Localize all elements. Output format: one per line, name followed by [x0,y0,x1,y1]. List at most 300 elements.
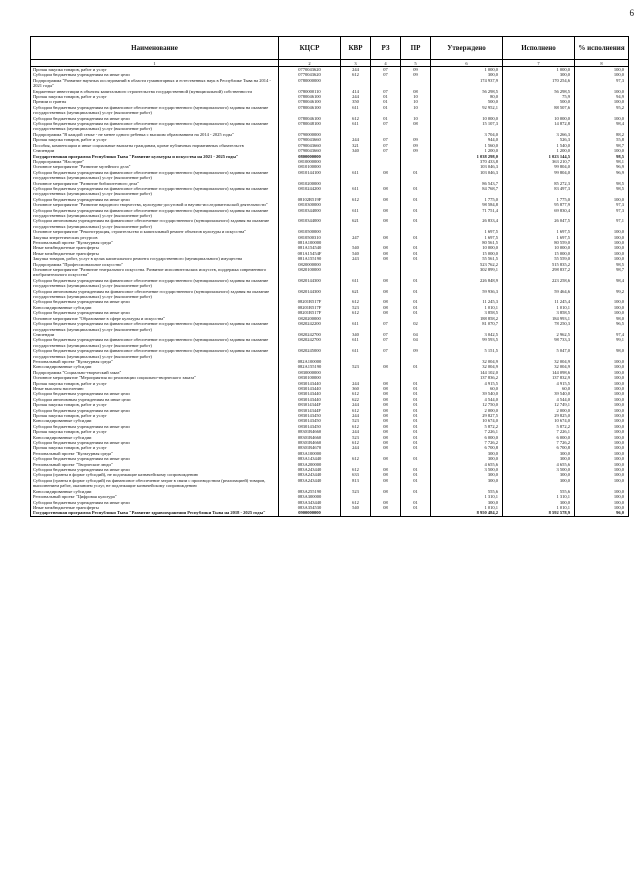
row-kvr: 321 [341,143,371,148]
row-pr: 01 [401,429,431,434]
row-kvr: 612 [341,500,371,505]
row-percent: 100,0 [575,445,629,450]
row-kcsr: 08301R4660 [279,435,341,440]
row-percent: 97,3 [575,208,629,219]
row-approved: 32 004,9 [431,364,503,369]
row-rz: 07 [371,337,401,348]
row-name: Подпрограмма "Развитие научных исследований в области гуманитарных и естественных наук в Республике Тыва на 2014 - 2021 годы" [31,78,279,89]
row-name: Субсидии бюджетным учреждениям на иные цели [31,72,279,77]
row-pr: 01 [401,413,431,418]
row-kvr: 414 [341,89,371,94]
row-approved: 226 848,9 [431,278,503,289]
row-approved: 1 010,1 [431,305,503,310]
row-executed: 1 310,1 [503,494,575,499]
row-kvr: 612 [341,299,371,304]
row-kvr: 244 [341,445,371,450]
row-pr: 01 [401,186,431,197]
row-percent: 100,0 [575,245,629,250]
row-approved: 300,0 [431,472,503,477]
row-rz: 08 [371,278,401,289]
row-percent: 100,0 [575,408,629,413]
row-kcsr: 083A100000 [279,451,341,456]
row-approved: 7 226,1 [431,429,503,434]
row-executed: 95 877,9 [503,202,575,207]
row-percent: 100,0 [575,251,629,256]
row-kcsr: 0810000000 [279,159,341,164]
row-percent: 100,0 [575,435,629,440]
row-percent: 100,0 [575,467,629,472]
row-percent: 100,0 [575,440,629,445]
row-percent: 100,0 [575,359,629,364]
row-pr: 01 [401,364,431,369]
row-name: Основное мероприятие "Мероприятия по реализации социально-творческого заказа" [31,375,279,380]
row-percent: 97,4 [575,332,629,337]
row-kcsr: 0820242700 [279,332,341,337]
row-rz: 08 [371,364,401,369]
row-kvr: 621 [341,289,371,300]
row-percent: 55,8 [575,137,629,142]
row-name: Иные выплаты населению [31,386,279,391]
column-number-row [31,60,629,67]
row-executed: 4 655,6 [503,462,575,467]
row-executed: 144 098,6 [503,370,575,375]
row-name: Субсидии бюджетным учреждениям на финансовое обеспечение государственного (муниципального) задания на оказание государственных (муниципальных) услуг (выполнение работ) [31,121,279,132]
row-percent: 100,0 [575,413,629,418]
row-kcsr: 0810244200 [279,186,341,197]
row-executed: 1 200,0 [503,148,575,153]
row-approved: 86 543,7 [431,181,503,186]
col-header-pr: ПР [401,37,431,60]
row-rz: 08 [371,402,401,407]
row-pr: 01 [401,305,431,310]
row-kvr: 244 [341,429,371,434]
row-kcsr: 0830100000 [279,375,341,380]
row-rz: 08 [371,218,401,229]
row-kcsr: 0780048100 [279,121,341,132]
row-rz [371,510,401,516]
row-executed: 12 749,1 [503,402,575,407]
row-kvr: 244 [341,413,371,418]
row-pr: 01 [401,467,431,472]
row-kvr: 244 [341,137,371,142]
row-approved: 300,0 [431,500,503,505]
row-kvr: 360 [341,386,371,391]
row-kvr: 612 [341,467,371,472]
row-name: Субсидии бюджетным учреждениям на финансовое обеспечение государственного (муниципального) задания на оказание государственных (муниципальных) услуг (выполнение работ) [31,170,279,181]
row-name: Консолидированные субсидии [31,435,279,440]
row-approved: 11 245,3 [431,299,503,304]
row-approved: 80 561,5 [431,240,503,245]
row-name: Закупка товаров, работ, услуг в целях капитального ремонта государственного (муниципального) имущества [31,256,279,261]
row-percent: 100,0 [575,235,629,240]
row-kcsr: 083A255190 [279,489,341,494]
table-row [31,105,629,116]
table-body [31,67,629,517]
row-executed: 1 000,0 [503,67,575,73]
row-name: Основное мероприятие "Развитие народного творчества, культурно-досуговой и научно-исследовательской деятельности" [31,202,279,207]
row-approved: 300,0 [431,72,503,77]
row-kcsr: 082A155190 [279,364,341,369]
row-percent: 100,0 [575,391,629,396]
row-percent: 100,0 [575,505,629,510]
row-percent: 98,7 [575,143,629,148]
row-approved: 99 593,5 [431,337,503,348]
row-pr: 01 [401,440,431,445]
row-kvr: 523 [341,418,371,423]
row-kvr: 612 [341,391,371,396]
row-executed: 60,0 [503,386,575,391]
row-executed: 83 497,3 [503,186,575,197]
row-name: Иные межбюджетные трансферты [31,251,279,256]
row-executed: 7 226,1 [503,429,575,434]
row-kvr [341,78,371,89]
row-kvr: 540 [341,251,371,256]
row-name: Консолидированные субсидии [31,364,279,369]
row-approved: 56 298,5 [431,89,503,94]
row-percent: 96,0 [575,510,629,516]
col-number: 2 [279,60,341,67]
row-rz: 07 [371,143,401,148]
row-rz: 01 [371,116,401,121]
row-kcsr: 08102R519F [279,197,341,202]
row-kvr: 612 [341,72,371,77]
row-pr: 01 [401,408,431,413]
row-rz: 08 [371,424,401,429]
row-executed: 1 697,5 [503,235,575,240]
row-kvr: 611 [341,121,371,132]
row-kcsr: 0830143440 [279,381,341,386]
table-row [31,78,629,89]
col-header-rz: РЗ [371,37,401,60]
row-approved: 3 500,0 [431,467,503,472]
row-percent: 98,5 [575,186,629,197]
row-rz: 08 [371,386,401,391]
row-pr: 01 [401,218,431,229]
row-pr: 01 [401,418,431,423]
row-approved: 2 000,0 [431,408,503,413]
row-percent: 100,0 [575,299,629,304]
header-row [31,37,629,60]
row-executed: 2 000,0 [503,408,575,413]
row-kcsr: 0830143440 [279,397,341,402]
row-percent: 100,0 [575,489,629,494]
table-row [31,278,629,289]
row-kcsr: 0780046100 [279,105,341,116]
row-pr [401,267,431,278]
table-row [31,337,629,348]
row-kcsr: 0810200000 [279,181,341,186]
row-approved: 26 833,4 [431,218,503,229]
row-executed: 300,0 [503,72,575,77]
row-name: Субсидии бюджетным учреждениям на иные цели [31,310,279,315]
row-kcsr: 08301R4660 [279,440,341,445]
row-executed: 300,0 [503,478,575,489]
row-kcsr: 083A243440 [279,467,341,472]
row-executed: 56 298,5 [503,89,575,94]
row-kcsr: 0810500000 [279,229,341,234]
row-rz: 08 [371,186,401,197]
row-rz: 07 [371,148,401,153]
col-number: 4 [371,60,401,67]
row-kvr: 612 [341,197,371,202]
row-pr: 09 [401,137,431,142]
row-rz: 08 [371,289,401,300]
row-kcsr: 0820144300 [279,289,341,300]
row-pr: 10 [401,99,431,104]
row-percent: 100,0 [575,500,629,505]
row-name: Премии и гранты [31,99,279,104]
row-name: Прочая закупка товаров, работ и услуг [31,137,279,142]
row-pr: 01 [401,245,431,250]
row-kcsr: 0830143440 [279,386,341,391]
row-approved: 1 697,5 [431,229,503,234]
row-pr: 10 [401,94,431,99]
row-approved: 4 544,0 [431,397,503,402]
row-name: Закупка энергетических ресурсов [31,235,279,240]
row-kcsr: 0790000000 [279,132,341,137]
row-percent: 100,0 [575,67,629,73]
row-kcsr: 0820242700 [279,337,341,348]
row-name: Иные межбюджетные трансферты [31,245,279,250]
row-approved: 3 704,0 [431,132,503,137]
row-kvr: 611 [341,186,371,197]
row-kcsr: 08301R4660 [279,429,341,434]
row-kcsr: 081A100000 [279,240,341,245]
row-pr: 10 [401,105,431,116]
row-executed: 300,0 [503,456,575,461]
row-approved: 1 000,0 [431,67,503,73]
row-rz: 08 [371,478,401,489]
row-name: Региональный проект "Творческие люди" [31,462,279,467]
row-approved: 1 560,0 [431,143,503,148]
row-executed: 78 250,3 [503,321,575,332]
row-name: Основное мероприятие "Образование в сфере культуры и искусства" [31,316,279,321]
row-rz: 07 [371,348,401,359]
row-rz: 07 [371,121,401,132]
row-kcsr: 0820245000 [279,348,341,359]
row-name: Региональный проект "Культурная среда" [31,240,279,245]
row-kcsr: 0900000000 [279,510,341,516]
row-rz: 08 [371,472,401,477]
row-rz: 08 [371,408,401,413]
row-rz: 08 [371,418,401,423]
row-executed: 170 254,6 [503,78,575,89]
col-header-approved: Утверждено [431,37,503,60]
row-executed: 99 804,0 [503,170,575,181]
row-executed: 500,0 [503,99,575,104]
row-pr: 04 [401,332,431,337]
row-kvr: 540 [341,245,371,250]
row-percent: 98,4 [575,121,629,132]
row-kcsr: 0810344000 [279,218,341,229]
row-percent: 100,0 [575,116,629,121]
row-name: Региональный проект "Культурная среда" [31,451,279,456]
row-kcsr: 0790043660 [279,148,341,153]
row-percent: 100,0 [575,472,629,477]
budget-execution-table [30,36,629,517]
row-percent: 97,3 [575,78,629,89]
row-rz: 07 [371,321,401,332]
row-kcsr: 0810144100 [279,170,341,181]
row-kvr: 244 [341,402,371,407]
row-kvr: 612 [341,456,371,461]
row-name: Подпрограмма "Профессиональное искусство" [31,262,279,267]
row-executed: 1 775,0 [503,197,575,202]
row-percent: 100,0 [575,240,629,245]
row-approved: 39 540,0 [431,391,503,396]
row-kcsr: 083A143440 [279,456,341,461]
col-number: 6 [431,60,503,67]
row-name: Региональный проект "Цифровая культура" [31,494,279,499]
row-executed: 98 733,3 [503,337,575,348]
row-kcsr: 0780000000 [279,78,341,89]
row-rz: 07 [371,89,401,94]
row-percent: 95,2 [575,105,629,116]
table-row [31,186,629,197]
row-percent: 88,2 [575,132,629,137]
row-executed: 1 023 144,5 [503,154,575,159]
row-name: Субсидии бюджетным учреждениям на финансовое обеспечение государственного (муниципального) задания на оказание государственных (муниципальных) услуг (выполнение работ) [31,208,279,219]
row-name: Основное мероприятие "Реконструкция, строительство и капитальный ремонт объектов культуры и искусства" [31,229,279,234]
row-approved: 84 768,7 [431,186,503,197]
row-name: Субсидии (гранты в форме субсидий) на финансовое обеспечение затрат в связи с производством (реализацией) товаров, выполнением работ, оказанием услуг, не подлежащие казначейскому сопровождению [31,478,279,489]
row-name: Субсидии бюджетным учреждениям на иные цели [31,424,279,429]
row-kvr: 244 [341,94,371,99]
row-name: Субсидии (гранты в форме субсидий), не подлежащие казначейскому сопровождению [31,472,279,477]
row-kcsr: 0830143440 [279,391,341,396]
row-kcsr: 083A243440 [279,478,341,489]
row-name: Прочая закупка товаров, работ и услуг [31,94,279,99]
row-percent: 100,0 [575,429,629,434]
row-approved: 144 102,0 [431,370,503,375]
row-executed: 55 559,0 [503,256,575,261]
row-name: Прочая закупка товаров, работ и услуг [31,67,279,73]
row-approved: 98 584,8 [431,202,503,207]
row-executed: 300,0 [503,451,575,456]
row-kvr: 612 [341,424,371,429]
row-approved: 59 936,3 [431,289,503,300]
row-kvr: 621 [341,218,371,229]
row-executed: 14 872,8 [503,121,575,132]
row-name: Прочая закупка товаров, работ и услуг [31,413,279,418]
col-header-percent: % исполнения [575,37,629,60]
row-kcsr: 0830143450 [279,418,341,423]
row-executed: 300,0 [503,472,575,477]
row-name: Консолидированные субсидии [31,489,279,494]
row-kcsr: 0770043620 [279,72,341,77]
row-kvr: 611 [341,278,371,289]
row-kcsr: 083014344F [279,408,341,413]
row-percent: 100,0 [575,229,629,234]
row-executed: 10 674,0 [503,418,575,423]
row-approved: 8 950 484,2 [431,510,503,516]
table-row [31,208,629,219]
row-executed: 1 540,0 [503,143,575,148]
row-percent: 98,5 [575,181,629,186]
row-percent: 100,0 [575,375,629,380]
row-approved: 6 700,8 [431,445,503,450]
row-kcsr: 0830000000 [279,370,341,375]
row-kvr: 612 [341,440,371,445]
row-name: Консолидированные субсидии [31,305,279,310]
table-row [31,218,629,229]
row-percent: 100,0 [575,386,629,391]
row-approved: 1 038 298,0 [431,154,503,159]
row-approved: 1 200,0 [431,148,503,153]
table-row [31,289,629,300]
col-number: 3 [341,60,371,67]
row-name: Бюджетные инвестиции в объекты капитального строительства государственной (муниципальной) собственности [31,89,279,94]
row-name: Субсидии бюджетным учреждениям на иные цели [31,456,279,461]
row-pr: 02 [401,321,431,332]
row-executed: 32 004,9 [503,359,575,364]
row-kcsr: 083014344F [279,402,341,407]
row-name: Основное мероприятие "Развитие музейного дела" [31,164,279,169]
row-percent: 100,0 [575,256,629,261]
row-kvr: 523 [341,435,371,440]
row-kcsr: 0770043620 [279,67,341,73]
row-percent: 98,1 [575,159,629,164]
row-pr: 01 [401,472,431,477]
row-kvr: 350 [341,99,371,104]
row-pr: 01 [401,381,431,386]
row-rz: 08 [371,467,401,472]
row-executed: 69 830,4 [503,208,575,219]
row-executed: 4 915,5 [503,381,575,386]
row-approved: 523 762,2 [431,262,503,267]
row-name: Субсидии автономным учреждениям на финансовое обеспечение государственного (муниципального) задания на оказание государственных (муниципальных) услуг (выполнение работ) [31,218,279,229]
row-pr: 01 [401,402,431,407]
row-pr: 01 [401,435,431,440]
row-kcsr: 0780000110 [279,89,341,94]
row-executed: 223 258,6 [503,278,575,289]
row-approved: 15 000,0 [431,251,503,256]
row-executed: 4 544,0 [503,397,575,402]
row-kcsr: 081A154540 [279,245,341,250]
row-kvr: 611 [341,348,371,359]
row-executed: 32 004,9 [503,364,575,369]
row-approved: 4 655,6 [431,462,503,467]
row-kcsr: 0780046100 [279,116,341,121]
row-name: Подпрограмма "Наследие" [31,159,279,164]
row-percent: 100,0 [575,99,629,104]
row-kcsr: 08201R517F [279,310,341,315]
row-percent: 96,5 [575,321,629,332]
row-percent: 100,0 [575,72,629,77]
row-approved: 6 000,0 [431,435,503,440]
row-executed: 526,3 [503,137,575,142]
row-kcsr: 08301R4670 [279,445,341,450]
row-executed: 5 872,2 [503,424,575,429]
row-pr: 01 [401,445,431,450]
row-pr: 01 [401,197,431,202]
row-executed: 80 559,0 [503,240,575,245]
table-row [31,267,629,278]
row-kvr: 340 [341,332,371,337]
row-rz: 08 [371,456,401,461]
row-pr: 01 [401,424,431,429]
row-name: Прочая закупка товаров, работ и услуг [31,445,279,450]
row-approved: 300,0 [431,478,503,489]
row-executed: 3 858,5 [503,310,575,315]
row-rz: 08 [371,435,401,440]
row-kcsr: 082A100000 [279,359,341,364]
row-kvr: 523 [341,305,371,310]
row-kcsr: 083A300000 [279,494,341,499]
row-percent: 100,0 [575,402,629,407]
col-header-kcsr: КЦСР [279,37,341,60]
row-percent: 97,1 [575,218,629,229]
